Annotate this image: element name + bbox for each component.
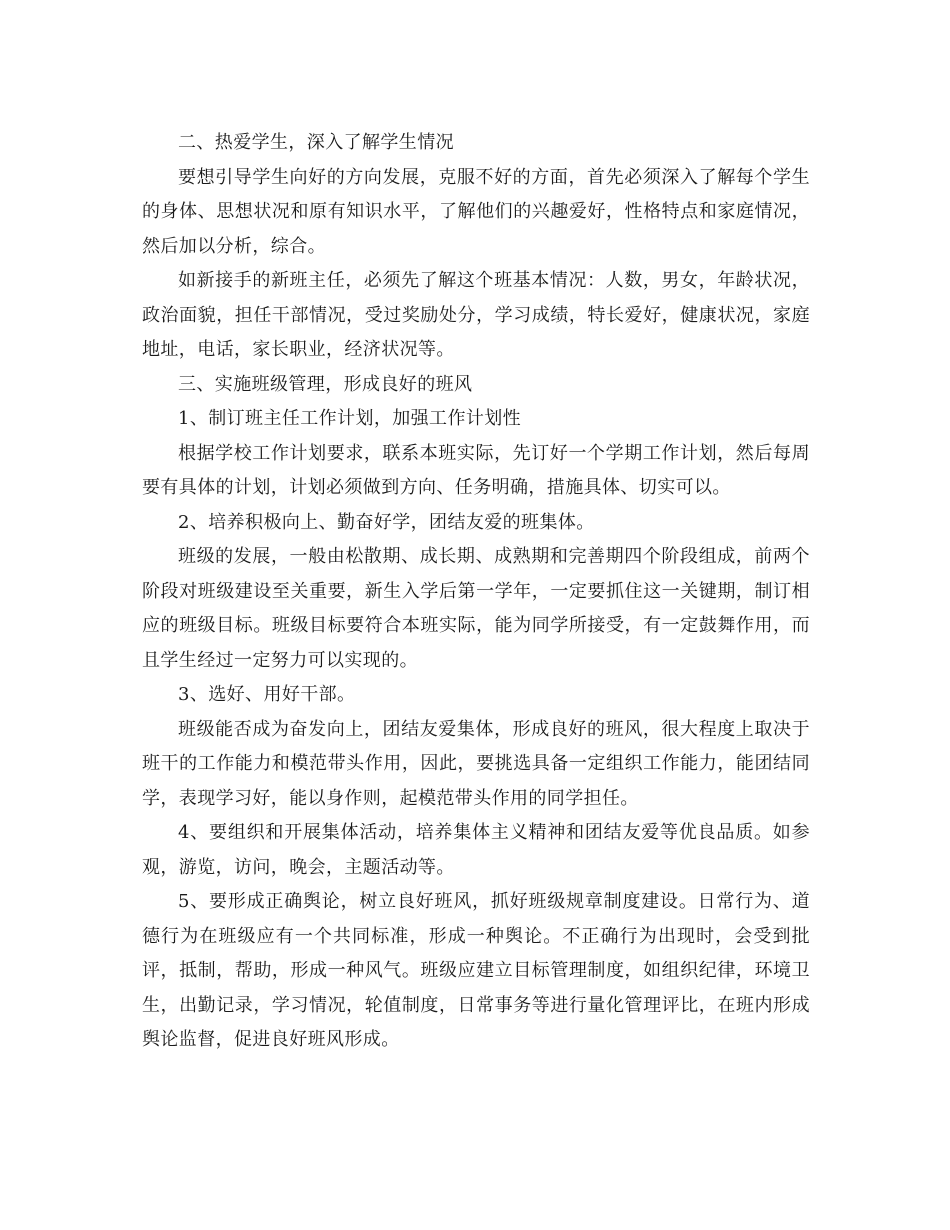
section-heading-2: 二、热爱学生，深入了解学生情况	[178, 132, 454, 153]
paragraph: 根据学校工作计划要求，联系本班实际，先订好一个学期工作计划，然后每周要有具体的计划，计划必须做到方向、任务明确，措施具体、切实可以。	[142, 442, 810, 498]
document-body	[142, 126, 810, 1058]
paragraph: 要想引导学生向好的方向发展，克服不好的方面，首先必须深入了解每个学生的身体、思想状况和原有知识水平，了解他们的兴趣爱好，性格特点和家庭情况，然后加以分析，综合。	[142, 166, 810, 257]
paragraph: 如新接手的新班主任，必须先了解这个班基本情况：人数，男女，年龄状况，政治面貌，担任干部情况，受过奖励处分，学习成绩，特长爱好，健康状况，家庭地址，电话，家长职业，经济状况等。	[142, 270, 810, 360]
paragraph: 班级的发展，一般由松散期、成长期、成熟期和完善期四个阶段组成，前两个阶段对班级建设至关重要，新生入学后第一学年，一定要抓住这一关键期，制订相应的班级目标。班级目标要符合本班实际，能为同学所接受，有一定鼓舞作用，而且学生经过一定努力可以实现的。	[142, 546, 810, 671]
paragraph-item-5: 5、要形成正确舆论，树立良好班风，抓好班级规章制度建设。日常行为、道德行为在班级应有一个共同标准，形成一种舆论。不正确行为出现时，会受到批评，抵制，帮助，形成一种风气。班级应建立目标管理制度，如组织纪律，环境卫生，出勤记录，学习情况，轮值制度，日常事务等进行量化管理评比，在班内形成舆论监督，促进良好班风形成。	[142, 891, 810, 1050]
subheading-1: 1、制订班主任工作计划，加强工作计划性	[178, 408, 522, 429]
paragraph: 班级能否成为奋发向上，团结友爱集体，形成良好的班风，很大程度上取决于班干的工作能力和模范带头作用，因此，要挑选具备一定组织工作能力，能团结同学，表现学习好，能以身作则，起模范带头作用的同学担任。	[142, 718, 810, 809]
paragraph-item-4: 4、要组织和开展集体活动，培养集体主义精神和团结友爱等优良品质。如参观，游览，访问，晚会，主题活动等。	[142, 822, 810, 878]
section-heading-3: 三、实施班级管理，形成良好的班风	[178, 373, 473, 395]
subheading-3: 3、选好、用好干部。	[178, 684, 356, 705]
subheading-2: 2、培养积极向上、勤奋好学，团结友爱的班集体。	[178, 511, 595, 533]
